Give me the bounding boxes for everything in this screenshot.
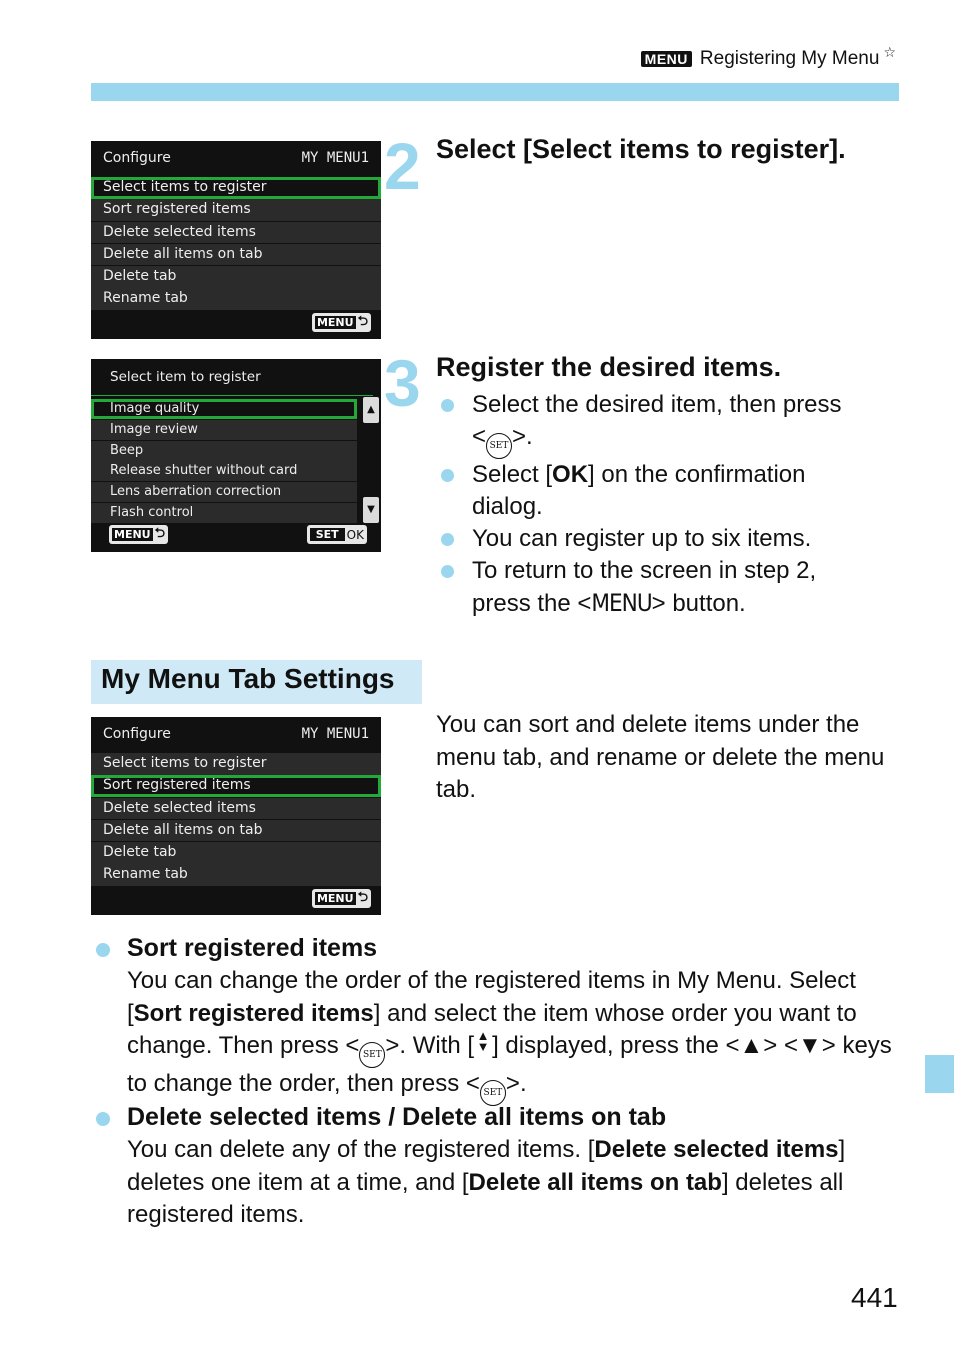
- menu-item[interactable]: Image quality: [91, 399, 357, 419]
- menu-list: [91, 177, 381, 310]
- menu-item[interactable]: Release shutter without card: [91, 461, 357, 481]
- scrollbar[interactable]: [363, 397, 379, 523]
- scroll-down-icon[interactable]: ▼: [363, 497, 379, 523]
- screen-tab-id: MY MENU1: [301, 150, 369, 166]
- subheading-delete: Delete selected items / Delete all items on tab: [127, 1103, 667, 1131]
- camera-screen-configure: [91, 717, 381, 915]
- camera-screen-configure: [91, 141, 381, 339]
- header-title: Registering My Menu: [699, 48, 880, 69]
- para-text: >. With [: [385, 1032, 475, 1059]
- screen-title: Configure: [103, 726, 171, 742]
- para-text: ] and select the item whose order you want to change. Then press <: [127, 999, 857, 1059]
- menu-item[interactable]: Rename tab: [91, 864, 381, 886]
- set-label: SET: [310, 528, 345, 541]
- item-list: [91, 399, 357, 523]
- bullet-bold: OK: [552, 461, 589, 488]
- bullet-text: >.: [512, 423, 533, 450]
- menu-item[interactable]: Sort registered items: [91, 775, 381, 797]
- para-text: ] deletes all registered items.: [127, 1168, 844, 1228]
- screen-footer: [91, 887, 381, 911]
- menu-return-button[interactable]: [312, 313, 371, 332]
- menu-badge: MENU: [641, 51, 692, 67]
- return-icon: ⮌: [357, 313, 368, 329]
- menu-item[interactable]: Flash control: [91, 503, 357, 523]
- screen-title-row: [91, 141, 381, 175]
- para-bold: Delete selected items: [594, 1136, 839, 1163]
- section-intro: You can sort and delete items under the menu tab, and rename or delete the menu tab.: [436, 711, 885, 803]
- section-heading: My Menu Tab Settings: [91, 660, 422, 704]
- bullet-item: Select the desired item, then press < SET >.: [436, 389, 876, 459]
- star-icon: ☆: [883, 43, 896, 60]
- menu-button-icon: MENU: [591, 589, 652, 617]
- menu-label: MENU: [114, 528, 151, 541]
- bullet-text: > button.: [651, 590, 746, 617]
- para-text: You can change the order of the registered items in My Menu. Select [: [127, 967, 856, 1027]
- para-text: >.: [505, 1070, 527, 1097]
- para-text: ] displayed, press the <▲> <▼> keys to change the order, then press <: [127, 1032, 892, 1097]
- header-bar: [91, 83, 899, 101]
- menu-return-button[interactable]: [109, 525, 168, 544]
- menu-label: MENU: [316, 892, 354, 905]
- screen-tab-id: MY MENU1: [301, 726, 369, 742]
- para-text: You can delete any of the registered items. [: [127, 1136, 595, 1163]
- menu-label: MENU: [316, 316, 354, 329]
- menu-list: [91, 753, 381, 886]
- menu-item[interactable]: Sort registered items: [91, 199, 381, 221]
- screen-footer: [91, 524, 381, 548]
- scroll-up-icon[interactable]: ▲: [363, 397, 379, 423]
- chapter-tab: [925, 1055, 954, 1093]
- para-text: ] deletes one item at a time, and [: [127, 1136, 846, 1196]
- screen-footer: [91, 311, 381, 335]
- bullet-dot: [96, 1112, 110, 1126]
- bullet-text: You can register up to six items.: [472, 525, 812, 552]
- return-icon: ⮌: [357, 889, 368, 905]
- menu-item[interactable]: Lens aberration correction: [91, 482, 357, 502]
- set-button-icon: SET: [359, 1042, 385, 1068]
- bullet-dot: [96, 943, 110, 957]
- menu-item[interactable]: Delete all items on tab: [91, 244, 381, 266]
- bullet-item: [436, 523, 876, 555]
- step-title: Register the desired items.: [436, 352, 782, 382]
- bullet-item: [436, 459, 876, 523]
- screen-title-row: [91, 717, 381, 751]
- screen-title: Configure: [103, 150, 171, 166]
- bullet-item: [436, 555, 876, 620]
- menu-item[interactable]: Select items to register: [91, 753, 381, 775]
- set-button-icon: SET: [486, 433, 512, 459]
- menu-item[interactable]: Delete selected items: [91, 222, 381, 244]
- menu-item[interactable]: Delete selected items: [91, 798, 381, 820]
- menu-item[interactable]: Select items to register: [91, 177, 381, 199]
- bullet-text: ] on the confirmation dialog.: [472, 461, 806, 520]
- menu-return-button[interactable]: [312, 889, 371, 908]
- para-bold: Sort registered items: [133, 999, 374, 1027]
- screen-title-row: [91, 359, 373, 396]
- menu-item[interactable]: Delete tab: [91, 842, 381, 864]
- page-number: 441: [851, 1282, 898, 1313]
- menu-item[interactable]: Beep: [91, 441, 357, 461]
- sort-description: [127, 965, 897, 1106]
- bullet-text: Select [: [472, 461, 553, 488]
- camera-screen-select-item: [91, 359, 381, 552]
- ok-label: OK: [346, 527, 364, 542]
- step3-bullets: [436, 389, 876, 620]
- up-down-icon: ▲ ▼: [476, 1028, 490, 1054]
- screen-title: Select item to register: [110, 369, 261, 385]
- running-header: [641, 43, 896, 70]
- delete-description: [127, 1134, 897, 1232]
- menu-item[interactable]: Rename tab: [91, 288, 381, 310]
- menu-item[interactable]: Delete all items on tab: [91, 820, 381, 842]
- bullet-text: To return to the screen in step 2, press the <: [472, 557, 817, 617]
- set-ok-button[interactable]: [307, 525, 367, 544]
- step-number: 2: [384, 129, 421, 203]
- menu-item[interactable]: Delete tab: [91, 266, 381, 288]
- return-icon: ⮌: [154, 525, 166, 541]
- step-number: 3: [384, 346, 421, 420]
- bullet-text: Select the desired item, then press: [472, 391, 842, 418]
- set-button-icon: SET: [480, 1080, 506, 1106]
- subheading-sort: Sort registered items: [127, 934, 378, 962]
- step-title: Select [Select items to register].: [436, 134, 846, 164]
- para-bold: Delete all items on tab: [468, 1168, 722, 1196]
- menu-item[interactable]: Image review: [91, 420, 357, 440]
